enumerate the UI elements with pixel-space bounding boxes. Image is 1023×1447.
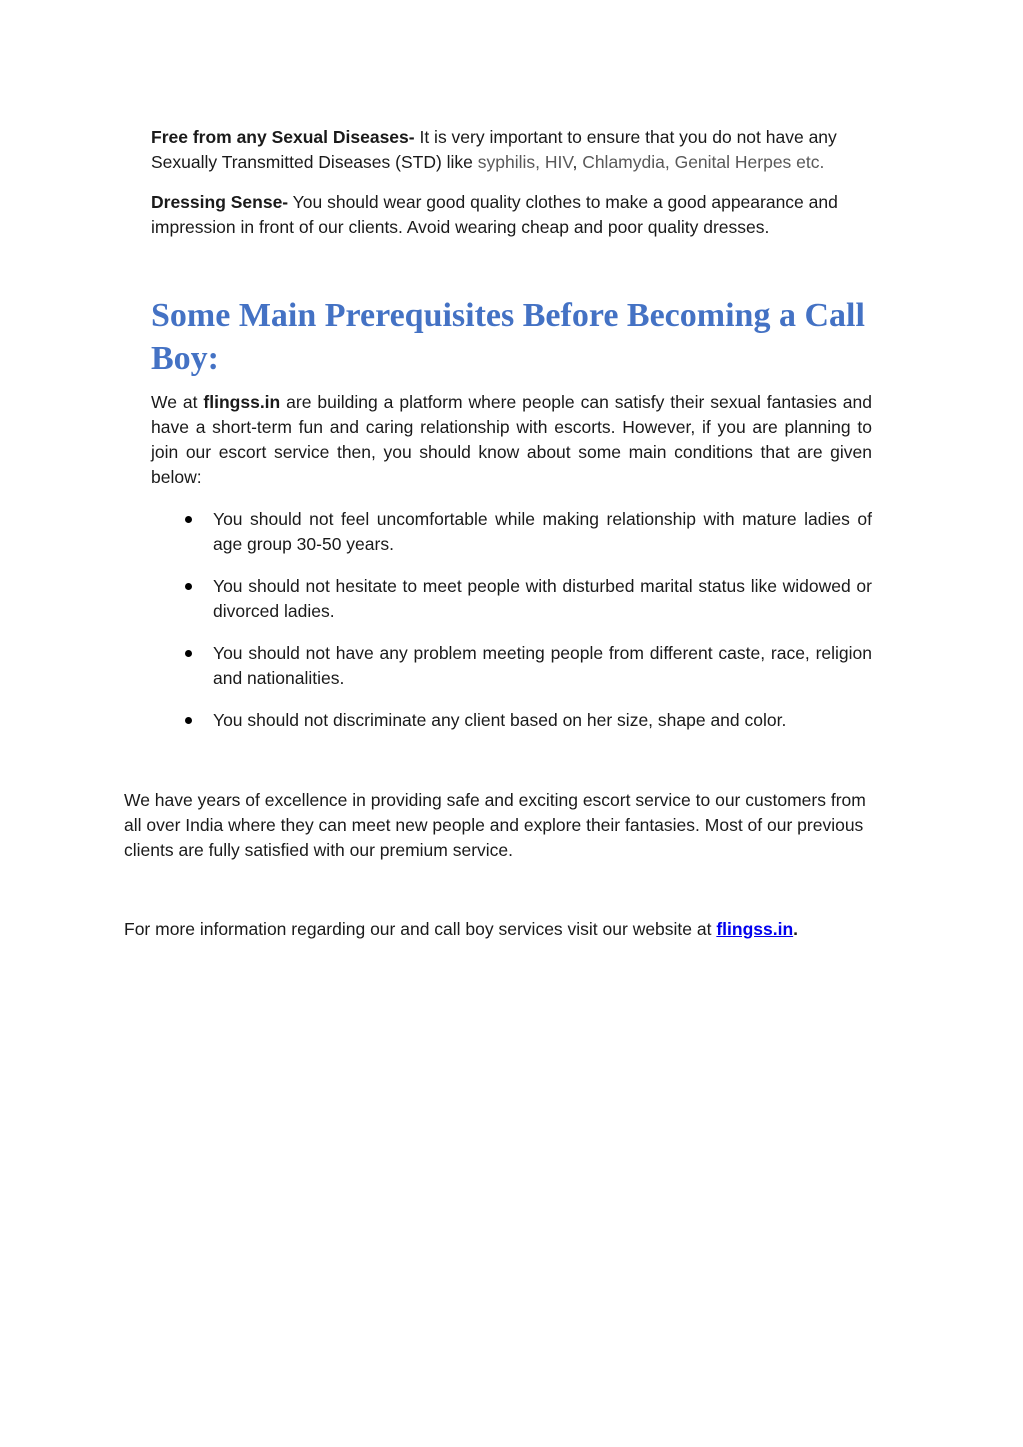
bullet-icon (185, 516, 192, 523)
dressing-paragraph (151, 190, 872, 240)
list-item (151, 708, 872, 733)
list-item (151, 641, 872, 691)
section-heading: Some Main Prerequisites Before Becoming a Call Boy: (151, 297, 865, 377)
intro-brand: flingss.in (203, 392, 281, 412)
list-item (151, 574, 872, 624)
list-item-text: You should not hesitate to meet people with disturbed marital status like widowed or divorced ladies. (213, 576, 872, 621)
list-item-text: You should not feel uncomfortable while making relationship with mature ladies of age group 30-50 years. (213, 509, 872, 554)
std-text: It is very important to ensure that you do not have any Sexually Transmitted Diseases (STD) like (151, 127, 837, 172)
list-item (151, 507, 872, 557)
bullet-icon (185, 650, 192, 657)
excellence-paragraph: We have years of excellence in providing safe and exciting escort service to our customers from all over India where they can meet new people and explore their fantasies. Most of our previous clients are fully satisfied with our premium service. (124, 790, 866, 860)
std-comma: , (572, 152, 583, 172)
info-post: . (793, 919, 799, 939)
std-paragraph (151, 125, 872, 175)
dressing-text: You should wear good quality clothes to make a good appearance and impression in front of our clients. Avoid wearing cheap and poor quality dresses. (151, 192, 838, 237)
list-item-text: You should not discriminate any client based on her size, shape and color. (213, 710, 787, 730)
intro-pre: We at (151, 392, 204, 412)
prerequisites-list (151, 507, 872, 750)
std-rest: Chlamydia, Genital Herpes etc. (582, 152, 825, 172)
list-item-text: You should not have any problem meeting people from different caste, race, religion and nationalities. (213, 643, 872, 688)
intro-post: are building a platform where people can satisfy their sexual fantasies and have a short-term fun and caring relationship with escorts. However, if you are planning to join our escort service then, you should know about some main conditions that are given below: (151, 392, 872, 487)
intro-paragraph (151, 390, 872, 490)
bullet-icon (185, 583, 192, 590)
bullet-icon (185, 717, 192, 724)
dressing-lead: Dressing Sense- (151, 192, 289, 212)
info-pre: For more information regarding our and call boy services visit our website at (124, 919, 717, 939)
website-link[interactable]: flingss.in (716, 919, 794, 939)
std-lead: Free from any Sexual Diseases- (151, 127, 415, 147)
std-syphilis: syphilis, HIV (477, 152, 573, 172)
info-paragraph (124, 917, 874, 942)
